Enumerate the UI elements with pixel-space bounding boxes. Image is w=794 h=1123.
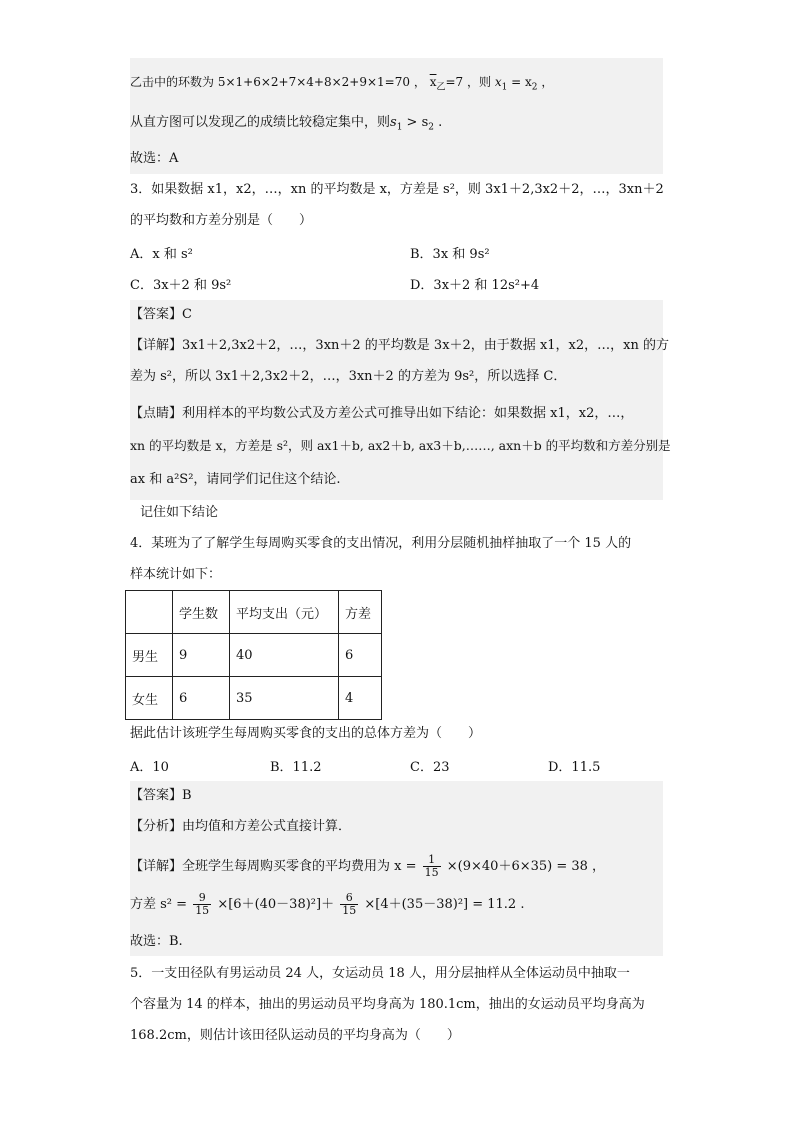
q3-option-a[interactable]: A．x 和 s²: [130, 247, 193, 262]
q3-option-c[interactable]: C．3x＋2 和 9s²: [130, 278, 232, 293]
q5-line-3: 168.2cm，则估计该田径队运动员的平均身高为（ ）: [130, 1028, 460, 1043]
table-cell: 男生: [126, 634, 173, 677]
q4-question: 据此估计该班学生每周购买零食的支出的总体方差为（ ）: [130, 726, 482, 741]
q3-option-d[interactable]: D．3x＋2 和 12s²+4: [410, 278, 540, 293]
table-row: [126, 634, 382, 677]
q3-stem-2: 的平均数和方差分别是（ ）: [130, 213, 313, 228]
q3-point-2: xn 的平均数是 x，方差是 s²，则 ax1＋b, ax2＋b, ax3＋b,……, axn＋b 的平均数和方差分别是: [130, 438, 671, 453]
table-header-cell: 学生数: [173, 591, 230, 634]
table-header-cell: [126, 591, 173, 634]
q4-option-c[interactable]: C．23: [410, 760, 450, 775]
q2-line-1: 乙击中的环数为 5×1+6×2+7×4+8×2+9×1=70 ， $\overline{x}_乙=7$ ，则 $x_1 = x_2$ ，: [130, 75, 554, 93]
q3-answer: 【答案】C: [130, 307, 192, 322]
q3-detail-2: 差为 s²，所以 3x1＋2,3x2＋2，…，3xn＋2 的方差为 9s²，所以选择 C．: [130, 369, 567, 384]
q4-option-a[interactable]: A．10: [130, 760, 169, 775]
q5-line-2: 个容量为 14 的样本，抽出的男运动员平均身高为 180.1cm，抽出的女运动员平均身高为: [130, 997, 645, 1012]
q4-option-d[interactable]: D．11.5: [548, 760, 601, 775]
table-cell: 35: [230, 677, 339, 720]
table-row: [126, 677, 382, 720]
fraction: $\frac{9}{15}$: [195, 891, 210, 917]
table-cell: 9: [173, 634, 230, 677]
table-cell: 女生: [126, 677, 173, 720]
q3-remember: 记住如下结论: [140, 505, 219, 520]
fraction: $\frac{6}{15}$: [342, 891, 357, 917]
q3-option-b[interactable]: B．3x 和 9s²: [410, 247, 490, 262]
table-cell: 40: [230, 634, 339, 677]
table-cell: 4: [339, 677, 382, 720]
q4-stem-2: 样本统计如下：: [130, 567, 222, 582]
table-cell: 6: [173, 677, 230, 720]
q2-line-2: 从直方图可以发现乙的成绩比较稳定集中，则$s_1 > s_2$ .: [130, 115, 443, 133]
q4-stem-1: 4．某班为了了解学生每周购买零食的支出情况，利用分层随机抽样抽取了一个 15 人的: [130, 536, 632, 551]
q3-point-1: 【点睛】利用样本的平均数公式及方差公式可推导出如下结论：如果数据 x1，x2，…，: [130, 406, 634, 421]
table-header-cell: 方差: [339, 591, 382, 634]
table-header-row: [126, 591, 382, 634]
q4-choose: 故选：B.: [130, 934, 183, 949]
q5-line-1: 5．一支田径队有男运动员 24 人，女运动员 18 人，用分层抽样从全体运动员中抽取一: [130, 966, 630, 981]
q4-detail-variance: 方差 s² = $\frac{9}{15}$ ×[6＋(40－38)²]＋ $\frac{6}{15}$ ×[4＋(35－38)²] = 11.2 .: [130, 891, 525, 917]
stats-table: [125, 590, 382, 720]
q4-option-b[interactable]: B．11.2: [270, 760, 322, 775]
q4-analysis: 【分析】由均值和方差公式直接计算．: [130, 819, 352, 834]
q2-answer: 故选：A: [130, 151, 179, 166]
table-cell: 6: [339, 634, 382, 677]
q4-detail-mean: 【详解】全班学生每周购买零食的平均费用为 x = $\frac{1}{15}$ ×(9×40＋6×35) = 38 ，: [130, 853, 606, 879]
q3-detail-1: 【详解】3x1＋2,3x2＋2，…，3xn＋2 的平均数是 3x＋2，由于数据 x1，x2，…，xn 的方: [130, 338, 669, 353]
q4-answer: 【答案】B: [130, 788, 192, 803]
q3-stem-1: 3．如果数据 x1，x2，…，xn 的平均数是 x，方差是 s²，则 3x1＋2,3x2＋2，…，3xn＋2: [130, 182, 664, 197]
table-header-cell: 平均支出（元）: [230, 591, 339, 634]
q3-point-3: ax 和 a²S²，请同学们记住这个结论.: [130, 472, 341, 487]
fraction: $\frac{1}{15}$: [424, 853, 439, 879]
